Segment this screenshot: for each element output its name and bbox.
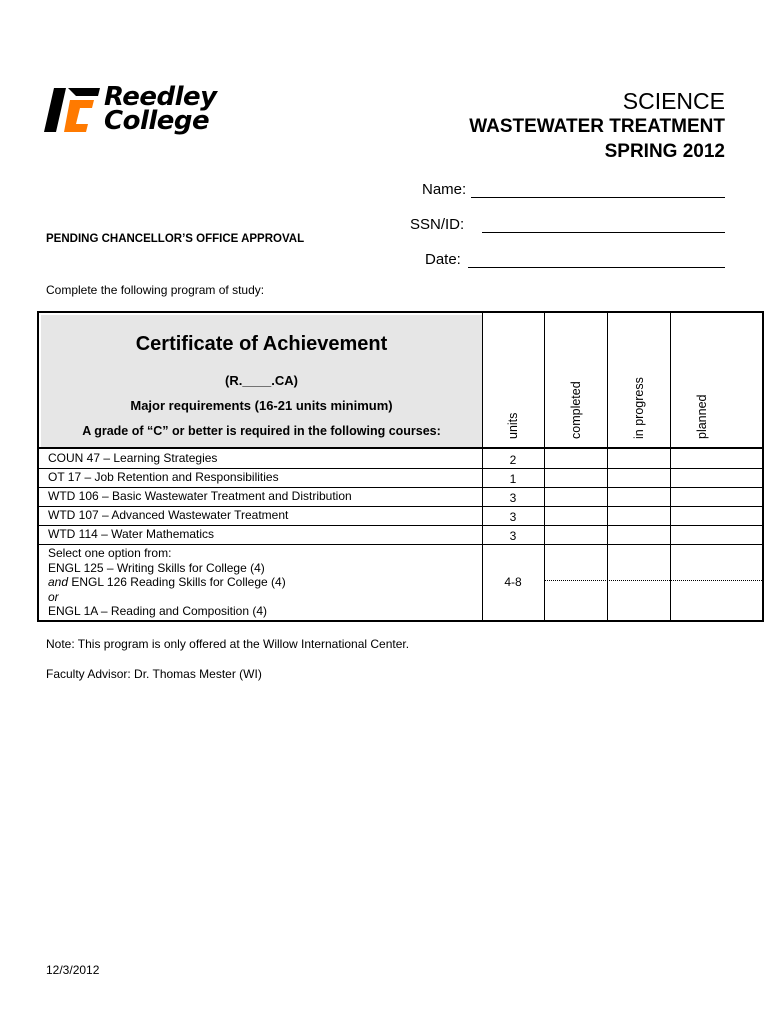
name-label: Name: (422, 181, 467, 198)
logo-word-college: College (104, 106, 210, 136)
course-units-2: 1 (509, 472, 517, 486)
option-a1: ENGL 125 – Writing Skills for College (4) (48, 560, 265, 575)
date-field[interactable] (425, 251, 461, 268)
option-units: 4-8 (504, 575, 522, 589)
date-label: Date: (425, 251, 461, 268)
header-divider (39, 447, 762, 449)
option-intro: Select one option from: (48, 546, 172, 560)
row-divider (39, 544, 762, 545)
division-title: SCIENCE (622, 88, 725, 114)
reedley-rc-mark-icon (44, 86, 102, 136)
row-divider (39, 468, 762, 469)
grade-note: A grade of “C” or better is required in the following courses: (82, 424, 441, 438)
col-header-in-progress: in progress (632, 377, 646, 439)
col-divider (607, 313, 608, 620)
footer-date: 12/3/2012 (46, 963, 100, 977)
col-divider (670, 313, 671, 620)
col-header-completed: completed (569, 381, 583, 439)
ssn-field[interactable] (410, 216, 464, 233)
note-text: Note: This program is only offered at the Willow International Center. (46, 637, 410, 651)
pending-approval-text: PENDING CHANCELLOR’S OFFICE APPROVAL (46, 233, 305, 245)
course-row-5: WTD 114 – Water Mathematics (48, 527, 215, 541)
course-units-5: 3 (509, 529, 517, 543)
col-header-units: units (506, 412, 520, 439)
name-line (471, 197, 725, 198)
advisor-text: Faculty Advisor: Dr. Thomas Mester (WI) (46, 667, 262, 681)
course-row-4: WTD 107 – Advanced Wastewater Treatment (48, 508, 289, 522)
course-units-4: 3 (509, 510, 517, 524)
ssn-line (482, 232, 725, 233)
name-field[interactable] (422, 181, 466, 198)
course-row-1: COUN 47 – Learning Strategies (48, 451, 218, 465)
option-block (48, 546, 286, 619)
option-a2-line (48, 575, 286, 590)
program-table (37, 311, 764, 622)
course-row-3: WTD 106 – Basic Wastewater Treatment and Distribution (48, 489, 352, 503)
option-and: and (48, 575, 69, 589)
instruction-text: Complete the following program of study: (46, 283, 265, 297)
row-divider (39, 506, 762, 507)
ssn-label: SSN/ID: (410, 216, 465, 233)
option-a2: ENGL 126 Reading Skills for College (4) (68, 575, 286, 589)
course-row-2: OT 17 – Job Retention and Responsibilities (48, 470, 279, 484)
col-header-planned: planned (695, 394, 709, 439)
term-title: SPRING 2012 (604, 141, 725, 162)
col-divider (544, 313, 545, 620)
certificate-title: Certificate of Achievement (135, 333, 388, 355)
course-units-3: 3 (509, 491, 517, 505)
option-or: or (48, 589, 59, 604)
logo-word-reedley: Reedley (104, 82, 217, 112)
row-divider (39, 525, 762, 526)
certificate-header (41, 315, 482, 448)
program-title: WASTEWATER TREATMENT (469, 116, 725, 137)
option-b: ENGL 1A – Reading and Composition (4) (48, 604, 268, 618)
row-divider (39, 487, 762, 488)
major-requirements: Major requirements (16-21 units minimum) (130, 398, 393, 413)
college-logo (44, 82, 254, 138)
date-line (468, 267, 725, 268)
course-units-1: 2 (509, 453, 517, 467)
option-split-line (544, 580, 762, 581)
certificate-code: (R.____.CA) (225, 373, 298, 388)
